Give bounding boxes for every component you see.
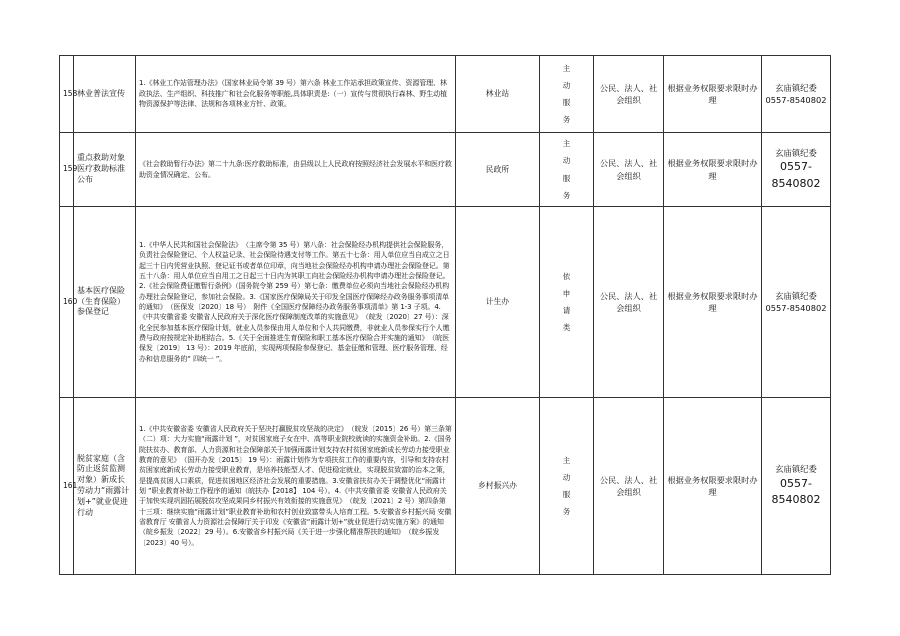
time-limit: 根据业务权限要求限时办理 xyxy=(664,207,762,398)
supervision-org: 玄庙镇纪委 xyxy=(775,82,817,93)
item-name: 林业普法宣传 xyxy=(74,56,136,133)
service-type-char: 申 xyxy=(562,288,571,298)
service-type-char: 动 xyxy=(562,156,571,166)
time-limit: 根据业务权限要求限时办理 xyxy=(664,56,762,133)
service-type-char: 请 xyxy=(562,306,571,315)
service-type xyxy=(540,207,594,398)
service-type-char: 服 xyxy=(562,98,571,107)
service-subject: 公民、法人、社会组织 xyxy=(594,207,664,398)
row-number: 161 xyxy=(60,398,74,575)
responsible-department: 民政所 xyxy=(456,133,540,207)
supervision-contact xyxy=(762,207,831,398)
row-number: 160 xyxy=(60,207,74,398)
service-type-char: 动 xyxy=(562,472,571,482)
service-type-char: 主 xyxy=(562,139,571,148)
row-number: 159 xyxy=(60,133,74,207)
supervision-contact xyxy=(762,133,831,207)
supervision-phone: 0557-8540802 xyxy=(771,160,821,190)
service-subject: 公民、法人、社会组织 xyxy=(594,133,664,207)
service-type xyxy=(540,56,594,133)
service-type-char: 务 xyxy=(562,507,571,517)
supervision-phone: 0557-8540802 xyxy=(771,476,821,507)
time-limit: 根据业务权限要求限时办理 xyxy=(664,133,762,207)
supervision-org: 玄庙镇纪委 xyxy=(775,147,817,158)
table-row xyxy=(60,207,831,398)
legal-basis: 1.《中华人民共和国社会保险法》 （主席令第 35 号）第八条：社会保险经办机构提供社会保险服务，负责社会保险登记、个人权益记录、社会保险待遇支付等工作。第五十七条：用人单位应当自成立之日起三十日内凭营业执照、登记证书或者单位印章，向当地社会保险经办机构申请办理社会保险登记。第五十八条：用人单位应当自用工之日起三十日内为其职工向社会保险经办机构申请办理社会保险登记。2.《社会保险费征缴暂行条例》（国务院令第 259 号）第七条：缴费单位必须向当地社会保险经办机构办理社会保险登记，参加社会保险。3.《国家医疗保障局关于印发全国医疗保障经办政务服务事项清单的通知》 （医保发〔2020〕18 号） 附件《全国医疗保障经办政务服务事项清单》第 1-3 子项。4.《中共安徽省委 安徽省人民政府关于深化医疗保障制度改革的实施意见》 （皖发〔2020〕27 号）：深化全民参加基本医疗保险计划，就业人员参保由用人单位和个人共同缴费，非就业人员参保实行个人缴费与政府按规定补助相结合。5.《关于全面推进生育保险和职工基本医疗保险合并实施的通知》 （皖医保发〔2019〕 13 号）：2019 年底前，实现两项保险参保登记、基金征缴和管理、医疗服务管理、经办和信息服务的“ 四统一 ”。 xyxy=(136,207,456,398)
service-type-char: 主 xyxy=(562,455,571,465)
row-number: 158 xyxy=(60,56,74,133)
supervision-phone: 0557-8540802 xyxy=(765,95,827,105)
item-name: 基本医疗保险（生育保险）参保登记 xyxy=(74,207,136,398)
service-type-char: 依 xyxy=(562,271,571,281)
supervision-contact xyxy=(762,398,831,575)
service-type-char: 动 xyxy=(562,80,571,90)
legal-basis: 1.《林业工作站管理办法》（国家林业局令第 39 号）第六条 林业工作站承担政策宣传、资源管理、林政执法、生产组织、科技推广和社会化服务等职能,具体职责是:（一）宣传与贯彻执行森林、野生动植物资源保护等法律、法规和各项林业方针、政策。 xyxy=(136,56,456,133)
table-row xyxy=(60,133,831,207)
service-type-char: 务 xyxy=(562,115,571,125)
service-items-table xyxy=(59,55,831,575)
item-name: 脱贫家庭（含防止返贫监测对象）新成长劳动力“雨露计划+”就业促进行动 xyxy=(74,398,136,575)
service-type-char: 类 xyxy=(562,323,571,333)
service-type-char: 服 xyxy=(562,490,571,499)
supervision-contact xyxy=(762,56,831,133)
legal-basis: 《社会救助暂行办法》第二十九条:医疗救助标准，由县级以上人民政府按照经济社会发展水平和医疗救助资金情况确定、公布。 xyxy=(136,133,456,207)
service-type xyxy=(540,398,594,575)
responsible-department: 计生办 xyxy=(456,207,540,398)
service-type-char: 服 xyxy=(562,173,571,183)
table-row xyxy=(60,56,831,133)
service-type xyxy=(540,133,594,207)
supervision-org: 玄庙镇纪委 xyxy=(775,464,817,475)
responsible-department: 乡村振兴办 xyxy=(456,398,540,575)
responsible-department: 林业站 xyxy=(456,56,540,133)
item-name: 重点救助对象医疗救助标准公布 xyxy=(74,133,136,207)
service-type-char: 务 xyxy=(562,190,571,200)
time-limit: 根据业务权限要求限时办理 xyxy=(664,398,762,575)
legal-basis: 1.《中共安徽省委 安徽省人民政府关于坚决打赢脱贫攻坚战的决定》 （皖发〔2015〕26 号）第三条第（二）项：大力实施“雨露计划 ”，对贫困家庭子女在中、高等职业院校就读的实施资金补助。2.《国务院扶贫办、教育部、人力资源和社会保障部关于加强雨露计划支持农村贫困家庭新成长劳动力接受职业教育的意见》 （国开办发〔2015〕 19 号）：雨露计划作为专项扶贫工作的重要内容，引导和支持农村贫困家庭新成长劳动力接受职业教育，是培养技能型人才、促进稳定就业，实现脱贫致富的治本之策，是提高贫困人口素质，促进贫困地区经济社会发展的重要措施。3.安徽省扶贫办关于调整优化“雨露计划 ”职业教育补助工作程序的通知（皖扶办【2018】 104 号）。4.《中共安徽省委 安徽省人民政府关于加快实现巩固拓展脱贫攻坚成果同乡村振兴有效衔接的实施意见》 （皖发〔2021〕2 号）第四条第十三项：继续实施“雨露计划”职业教育补助和农村创业致富带头人培育工程。5.安徽省乡村振兴局 安徽省教育厅 安徽省人力资源社会保障厅关于印发《安徽省“雨露计划+”就业促进行动实施方案》的通知（皖乡振发〔2022〕29 号）。6.安徽省乡村振兴局《关于进一步强化精准帮扶的通知》 （皖乡振发〔2023〕40 号）。 xyxy=(136,398,456,575)
service-subject: 公民、法人、社会组织 xyxy=(594,398,664,575)
supervision-phone: 0557-8540802 xyxy=(765,303,827,313)
table-row xyxy=(60,398,831,575)
service-subject: 公民、法人、社会组织 xyxy=(594,56,664,133)
supervision-org: 玄庙镇纪委 xyxy=(775,290,817,301)
service-type-char: 主 xyxy=(562,63,571,73)
